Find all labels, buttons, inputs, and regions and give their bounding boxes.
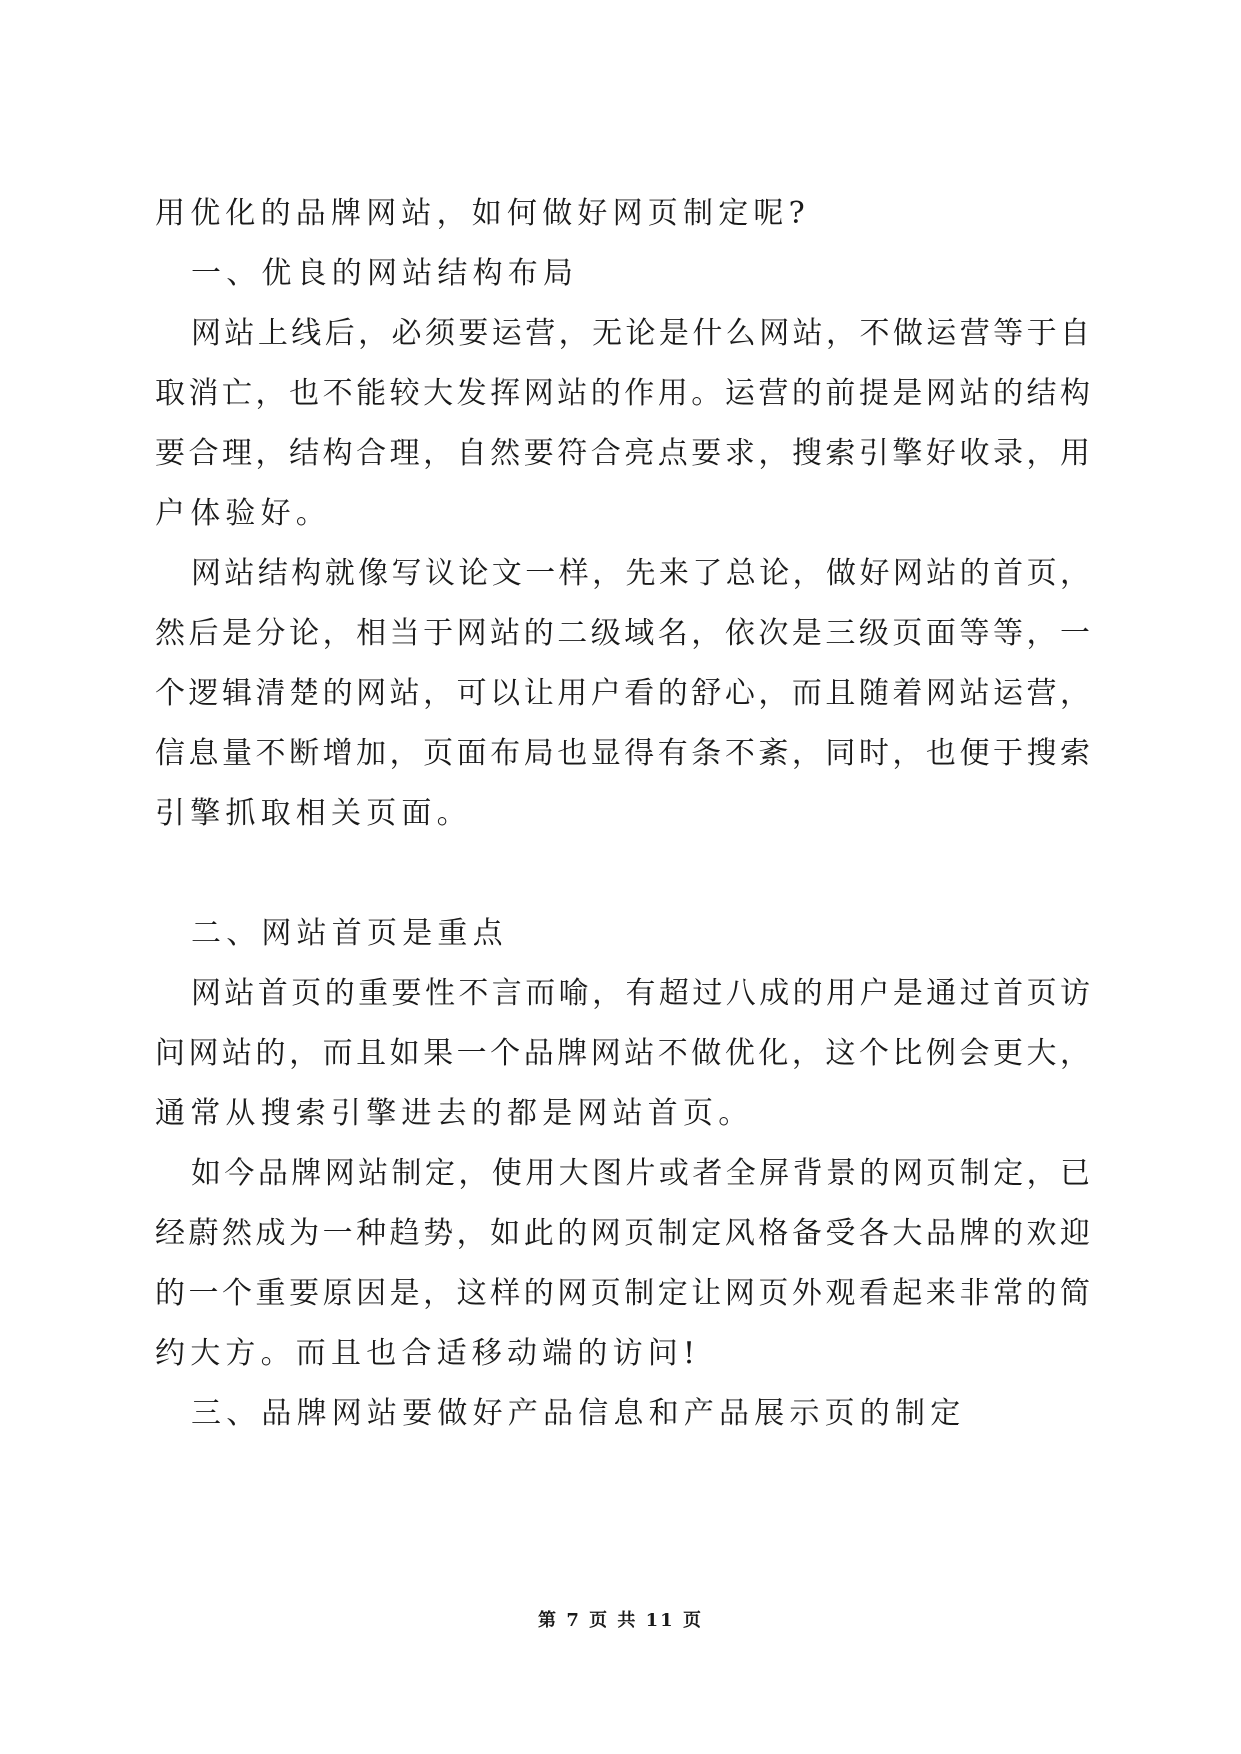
text-line: 用优化的品牌网站，如何做好网页制定呢? [155,196,810,231]
text-line: 网站结构就像写议论文一样，先来了总论，做好网站的首页， [191,556,1090,591]
text-line: 引擎抓取相关页面。 [155,796,472,831]
text-line: 个逻辑清楚的网站，可以让用户看的舒心，而且随着网站运营， [155,676,1090,711]
text-line: 户体验好。 [155,496,331,531]
text-line: 网站首页的重要性不言而喻，有超过八成的用户是通过首页访 [191,976,1090,1011]
text-line: 然后是分论，相当于网站的二级域名，依次是三级页面等等，一 [155,616,1090,651]
blank-line [155,844,1090,904]
document-body [155,184,1090,1444]
text-line: 的一个重要原因是，这样的网页制定让网页外观看起来非常的简 [155,1276,1090,1311]
page-number-footer: 第 7 页 共 11 页 [538,1610,703,1631]
section-heading-2: 二、网站首页是重点 [191,916,508,951]
text-line: 约大方。而且也合适移动端的访问! [155,1336,701,1371]
section-heading-1: 一、优良的网站结构布局 [191,256,579,291]
text-line: 经蔚然成为一种趋势，如此的网页制定风格备受各大品牌的欢迎 [155,1216,1090,1251]
text-line: 通常从搜索引擎进去的都是网站首页。 [155,1096,754,1131]
text-line: 问网站的，而且如果一个品牌网站不做优化，这个比例会更大， [155,1036,1090,1071]
text-line: 信息量不断增加，页面布局也显得有条不紊，同时，也便于搜索 [155,736,1090,771]
text-line: 要合理，结构合理，自然要符合亮点要求，搜索引擎好收录，用 [155,436,1090,471]
text-line: 网站上线后，必须要运营，无论是什么网站，不做运营等于自 [191,316,1090,351]
text-line: 如今品牌网站制定，使用大图片或者全屏背景的网页制定，已 [191,1156,1090,1191]
text-line: 取消亡，也不能较大发挥网站的作用。运营的前提是网站的结构 [155,376,1090,411]
section-heading-3: 三、品牌网站要做好产品信息和产品展示页的制定 [191,1396,966,1431]
